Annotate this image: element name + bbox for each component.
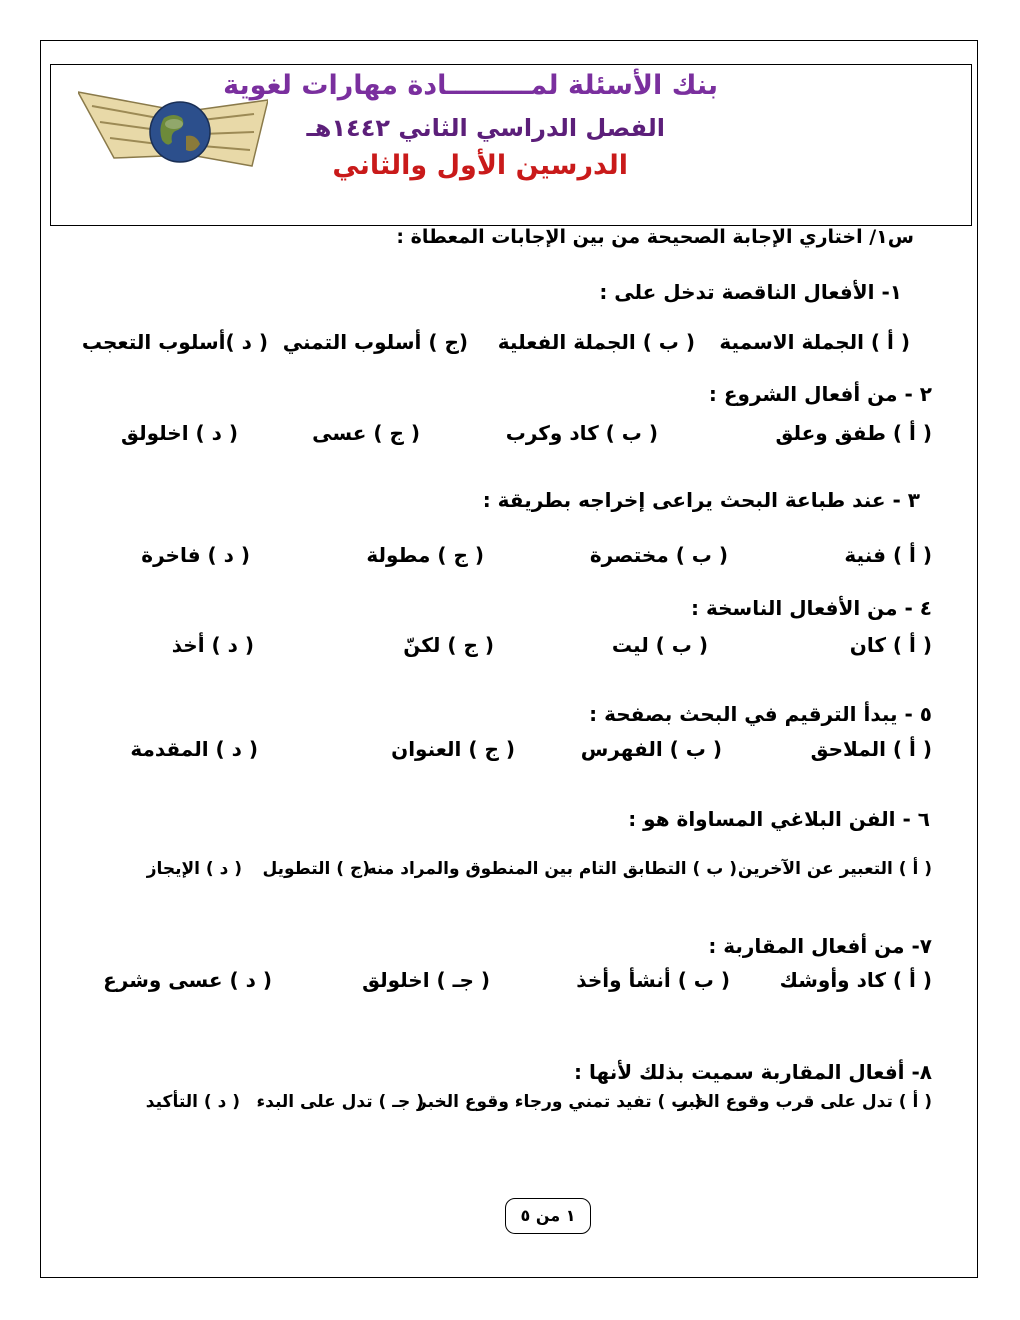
- q2-option-a: ( أ ) طفق وعلق: [775, 421, 932, 445]
- q8-option-c: ( جـ ) تدل على البدء: [256, 1092, 424, 1112]
- q1-option-d: ( د )أسلوب التعجب: [81, 330, 268, 354]
- question-3: ٣ - عند طباعة البحث يراعى إخراجه بطريقة :: [482, 488, 920, 512]
- q2-option-b: ( ب ) كاد وكرب: [505, 421, 658, 445]
- header-lessons: الدرسين الأول والثاني: [332, 150, 628, 181]
- q8-option-a: ( أ ) تدل على قرب وقوع الخبر: [677, 1092, 932, 1112]
- q5-option-a: ( أ ) الملاحق: [810, 737, 932, 761]
- q6-option-b: ( ب ) التطابق التام بين المنطوق والمراد منه: [366, 859, 737, 879]
- question-1: ١- الأفعال الناقصة تدخل على :: [599, 280, 902, 304]
- q7-option-d: ( د ) عسى وشرع: [103, 968, 272, 992]
- question-8: ٨- أفعال المقاربة سميت بذلك لأنها :: [574, 1060, 932, 1084]
- header-semester: الفصل الدراسي الثاني ١٤٤٢هـ: [306, 114, 665, 142]
- q4-option-c: ( ج ) لكنّ: [403, 633, 494, 657]
- q3-option-c: ( ج ) مطولة: [366, 543, 484, 567]
- page-number: ١ من ٥: [505, 1198, 591, 1234]
- question-4: ٤ - من الأفعال الناسخة :: [691, 596, 932, 620]
- q7-option-b: ( ب ) أنشأ وأخذ: [576, 968, 730, 992]
- question-6: ٦ - الفن البلاغي المساواة هو :: [628, 807, 930, 831]
- q7-option-c: ( جـ ) اخلولق: [362, 968, 490, 992]
- q5-option-d: ( د ) المقدمة: [130, 737, 258, 761]
- q4-option-d: ( د ) أخذ: [171, 633, 254, 657]
- q3-option-d: ( د ) فاخرة: [141, 543, 250, 567]
- q4-option-a: ( أ ) كان: [849, 633, 932, 657]
- q6-option-d: ( د ) الإيجاز: [146, 859, 242, 879]
- q8-option-b: ( ب ) تفيد تمني ورجاء وقوع الخبر: [417, 1092, 702, 1112]
- question-5: ٥ - يبدأ الترقيم في البحث بصفحة :: [589, 702, 932, 726]
- question-7: ٧- من أفعال المقاربة :: [708, 934, 932, 958]
- header-title: بنك الأسئلة لمـــــــــادة مهارات لغوية: [223, 70, 718, 101]
- q2-option-d: ( د ) اخلولق: [121, 421, 238, 445]
- q4-option-b: ( ب ) ليت: [611, 633, 708, 657]
- q1-option-a: ( أ ) الجملة الاسمية: [719, 330, 910, 354]
- q2-option-c: ( ج ) عسى: [312, 421, 420, 445]
- q6-option-a: ( أ ) التعبير عن الآخرين: [737, 859, 932, 879]
- q6-option-c: (ج ) التطويل: [262, 859, 370, 879]
- q3-option-b: ( ب ) مختصرة: [589, 543, 728, 567]
- q8-option-d: ( د ) التأكيد: [145, 1092, 240, 1112]
- q1-option-c: (ج ) أسلوب التمني: [282, 330, 468, 354]
- q7-option-a: ( أ ) كاد وأوشك: [779, 968, 932, 992]
- instruction: س١/ اختاري الإجابة الصحيحة من بين الإجابات المعطاة :: [396, 226, 914, 248]
- q5-option-c: ( ج ) العنوان: [391, 737, 515, 761]
- q1-option-b: ( ب ) الجملة الفعلية: [497, 330, 695, 354]
- q3-option-a: ( أ ) فنية: [844, 543, 932, 567]
- q5-option-b: ( ب ) الفهرس: [580, 737, 722, 761]
- question-2: ٢ - من أفعال الشروع :: [708, 382, 932, 406]
